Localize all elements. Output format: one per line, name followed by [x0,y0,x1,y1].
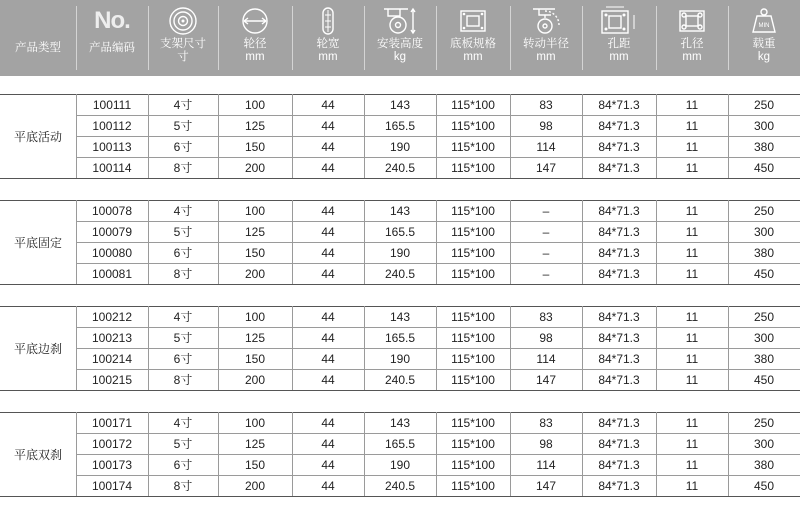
header-separator [76,6,77,70]
cell-load: 450 [753,267,775,281]
cell-load: 300 [753,119,775,133]
cell-size: 6寸 [173,246,193,260]
cell-spacing: 84*71.3 [598,161,640,175]
cell-size: 8寸 [173,267,193,281]
mount-height-icon [364,6,436,36]
cell-size: 8寸 [173,479,193,493]
header-label-line: 孔距 [607,38,631,50]
cell-dia: 150 [244,140,266,154]
cell-code: 100212 [91,310,133,324]
header-col-code [76,0,148,76]
weight-icon [728,6,800,36]
cell-plate: 115*100 [451,267,495,281]
cell-height: 143 [389,310,411,324]
cell-plate: 115*100 [451,310,495,324]
cell-width: 44 [321,161,335,175]
cell-plate: 115*100 [451,352,495,366]
cell-height: 240.5 [384,161,416,175]
cell-plate: 115*100 [451,140,495,154]
cell-spacing: 84*71.3 [598,140,640,154]
cell-height: 240.5 [384,373,416,387]
header-label-line: mm [245,51,265,63]
cell-width: 44 [321,479,335,493]
header-label-radius [510,38,582,64]
base-plate-icon [436,6,510,36]
cell-hole: 11 [685,225,699,239]
cell-hole: 11 [685,98,699,112]
header-label-size [148,38,218,64]
cell-height: 143 [389,204,411,218]
weight-icon-text: MIN [758,23,770,29]
table-row [77,264,800,285]
cell-spacing: 84*71.3 [598,225,640,239]
header-label-line: 产品编码 [89,42,135,54]
wheel-width-icon [292,6,364,36]
hole-diameter-icon [656,6,728,36]
cell-height: 190 [389,246,411,260]
cell-dia: 125 [244,225,266,239]
cell-hole: 11 [685,458,699,472]
cell-load: 250 [753,416,775,430]
cell-radius: 147 [535,373,557,387]
cell-plate: 115*100 [451,98,495,112]
cell-load: 380 [753,140,775,154]
table-row [77,201,800,222]
cell-radius: – [542,267,550,281]
header-separator [292,6,293,70]
cell-load: 450 [753,479,775,493]
header-label-line: kg [757,51,771,63]
header-col-type [0,0,76,76]
table-row [77,222,800,243]
cell-width: 44 [321,458,335,472]
cell-size: 4寸 [173,98,193,112]
group-label: 平底固定 [13,236,62,250]
cell-hole: 11 [685,119,699,133]
header-col-load [728,0,800,76]
table-row [77,95,800,116]
wheel-diameter-icon [218,6,292,36]
cell-load: 300 [753,437,775,451]
cell-height: 165.5 [384,331,416,345]
header-label-line: 安装高度 [377,38,423,50]
cell-radius: 98 [539,119,553,133]
cell-load: 380 [753,246,775,260]
cell-height: 165.5 [384,437,416,451]
cell-hole: 11 [685,204,699,218]
cell-size: 6寸 [173,352,193,366]
cell-size: 4寸 [173,204,193,218]
cell-width: 44 [321,119,335,133]
header-label-line: 孔径 [680,38,704,50]
header-label-hole [656,38,728,64]
cell-spacing: 84*71.3 [598,331,640,345]
table-row [77,158,800,179]
no-logo-text: No. [94,7,130,34]
cell-spacing: 84*71.3 [598,373,640,387]
cell-height: 190 [389,352,411,366]
cell-radius: 83 [539,98,553,112]
cell-width: 44 [321,416,335,430]
cell-width: 44 [321,246,335,260]
header-label-line: mm [318,51,338,63]
cell-hole: 11 [685,310,699,324]
cell-code: 100079 [91,225,133,239]
header-separator [436,6,437,70]
header-separator [582,6,583,70]
cell-hole: 11 [685,479,699,493]
header-label-line: mm [463,51,483,63]
cell-radius: 114 [536,458,556,472]
cell-size: 4寸 [173,416,193,430]
cell-radius: – [542,204,550,218]
header-label-line: 产品类型 [15,42,61,54]
table-row [77,476,800,497]
table-header [0,0,800,76]
cell-load: 250 [753,98,775,112]
cell-hole: 11 [685,331,699,345]
header-label-type [0,42,76,55]
header-label-line: kg [393,51,407,63]
table-row [77,307,800,328]
table-row [77,455,800,476]
cell-size: 5寸 [173,225,193,239]
header-separator [218,6,219,70]
header-label-spacing [582,38,656,64]
cell-height: 165.5 [384,225,416,239]
cell-radius: 147 [535,479,557,493]
cell-plate: 115*100 [451,161,495,175]
cell-load: 250 [753,204,775,218]
cell-dia: 125 [244,119,266,133]
swivel-radius-icon [510,6,582,36]
header-label-code [76,42,148,55]
cell-hole: 11 [685,161,699,175]
table-row [77,328,800,349]
cell-radius: 114 [536,140,556,154]
cell-dia: 100 [244,416,266,430]
header-separator [148,6,149,70]
cell-width: 44 [321,331,335,345]
header-label-line: 转动半径 [523,38,569,50]
cell-height: 190 [389,140,411,154]
table-row [77,349,800,370]
cell-code: 100080 [91,246,133,260]
cell-hole: 11 [685,416,699,430]
group-label: 平底双刹 [13,448,62,462]
cell-code: 100112 [92,119,132,133]
cell-hole: 11 [685,246,699,260]
cell-load: 380 [753,352,775,366]
cell-spacing: 84*71.3 [598,352,640,366]
header-label-line: mm [536,51,556,63]
cell-height: 240.5 [384,479,416,493]
cell-code: 100173 [91,458,133,472]
cell-code: 100171 [91,416,133,430]
cell-plate: 115*100 [451,331,495,345]
cell-spacing: 84*71.3 [598,246,640,260]
header-col-plate [436,0,510,76]
cell-code: 100113 [92,140,132,154]
cell-plate: 115*100 [451,437,495,451]
header-col-hole [656,0,728,76]
cell-dia: 150 [244,458,266,472]
cell-spacing: 84*71.3 [598,310,640,324]
cell-radius: 83 [539,310,553,324]
cell-width: 44 [321,310,335,324]
cell-radius: – [542,225,550,239]
cell-width: 44 [321,373,335,387]
header-label-line: 支架尺寸 [160,38,206,50]
header-col-dia [218,0,292,76]
cell-height: 190 [389,458,411,472]
no-logo [76,6,148,36]
cell-load: 380 [753,458,775,472]
cell-height: 143 [389,416,411,430]
cell-radius: – [542,246,550,260]
cell-width: 44 [321,437,335,451]
product-group [0,306,800,391]
cell-code: 100215 [91,373,133,387]
cell-code: 100172 [91,437,133,451]
product-group [0,94,800,179]
cell-size: 5寸 [173,437,193,451]
cell-dia: 200 [244,267,266,281]
cell-code: 100174 [91,479,133,493]
cell-hole: 11 [685,140,699,154]
header-label-plate [436,38,510,64]
cell-hole: 11 [685,267,699,281]
header-label-line: 寸 [177,51,189,63]
cell-dia: 100 [244,204,266,218]
cell-dia: 100 [244,310,266,324]
cell-plate: 115*100 [451,119,495,133]
table-row [77,370,800,391]
cell-width: 44 [321,352,335,366]
cell-spacing: 84*71.3 [598,437,640,451]
cell-width: 44 [321,140,335,154]
cell-width: 44 [321,267,335,281]
cell-code: 100078 [91,204,133,218]
cell-size: 6寸 [173,140,193,154]
cell-plate: 115*100 [451,225,495,239]
cell-code: 100114 [92,161,132,175]
cell-code: 100111 [92,98,132,112]
cell-plate: 115*100 [451,204,495,218]
cell-dia: 200 [244,373,266,387]
cell-width: 44 [321,225,335,239]
cell-load: 300 [753,225,775,239]
cell-plate: 115*100 [451,246,495,260]
wheel-front-icon [148,6,218,36]
cell-dia: 150 [244,246,266,260]
header-separator [728,6,729,70]
cell-radius: 98 [539,331,553,345]
header-col-height [364,0,436,76]
cell-plate: 115*100 [451,458,495,472]
cell-radius: 83 [539,416,553,430]
group-label: 平底活动 [13,130,62,144]
cell-load: 300 [753,331,775,345]
cell-width: 44 [321,204,335,218]
cell-dia: 125 [244,437,266,451]
cell-plate: 115*100 [451,416,495,430]
cell-spacing: 84*71.3 [598,267,640,281]
table-row [77,243,800,264]
cell-size: 5寸 [173,119,193,133]
header-label-load [728,38,800,64]
cell-radius: 98 [539,437,553,451]
cell-size: 4寸 [173,310,193,324]
cell-dia: 100 [244,98,266,112]
cell-spacing: 84*71.3 [598,98,640,112]
cell-size: 8寸 [173,161,193,175]
cell-dia: 200 [244,479,266,493]
header-label-line: mm [609,51,629,63]
cell-hole: 11 [685,352,699,366]
header-label-line: 轮宽 [316,38,340,50]
cell-load: 450 [753,373,775,387]
table-row [77,137,800,158]
header-label-height [364,38,436,64]
cell-spacing: 84*71.3 [598,458,640,472]
header-col-size [148,0,218,76]
header-col-radius [510,0,582,76]
cell-size: 5寸 [173,331,193,345]
cell-load: 450 [753,161,775,175]
cell-radius: 147 [535,161,557,175]
cell-radius: 114 [536,352,556,366]
header-label-line: 载重 [752,38,776,50]
cell-hole: 11 [685,373,699,387]
header-separator [510,6,511,70]
cell-spacing: 84*71.3 [598,119,640,133]
cell-code: 100213 [91,331,133,345]
cell-dia: 125 [244,331,266,345]
cell-height: 143 [389,98,411,112]
cell-spacing: 84*71.3 [598,204,640,218]
product-group [0,200,800,285]
cell-spacing: 84*71.3 [598,479,640,493]
cell-height: 240.5 [384,267,416,281]
cell-height: 165.5 [384,119,416,133]
cell-hole: 11 [685,437,699,451]
header-label-line: 底板规格 [450,38,496,50]
header-separator [364,6,365,70]
cell-plate: 115*100 [451,373,495,387]
group-label: 平底边刹 [13,342,62,356]
cell-spacing: 84*71.3 [598,416,640,430]
hole-spacing-icon [582,6,656,36]
cell-code: 100081 [91,267,133,281]
cell-size: 8寸 [173,373,193,387]
cell-load: 250 [753,310,775,324]
cell-width: 44 [321,98,335,112]
cell-size: 6寸 [173,458,193,472]
header-label-line: mm [682,51,702,63]
table-row [77,413,800,434]
product-group [0,412,800,497]
cell-dia: 150 [244,352,266,366]
table-row [77,116,800,137]
cell-code: 100214 [91,352,133,366]
header-label-line: 轮径 [243,38,267,50]
header-col-width [292,0,364,76]
header-label-dia [218,38,292,64]
cell-dia: 200 [244,161,266,175]
table-row [77,434,800,455]
header-col-spacing [582,0,656,76]
header-separator [656,6,657,70]
cell-plate: 115*100 [451,479,495,493]
header-label-width [292,38,364,64]
